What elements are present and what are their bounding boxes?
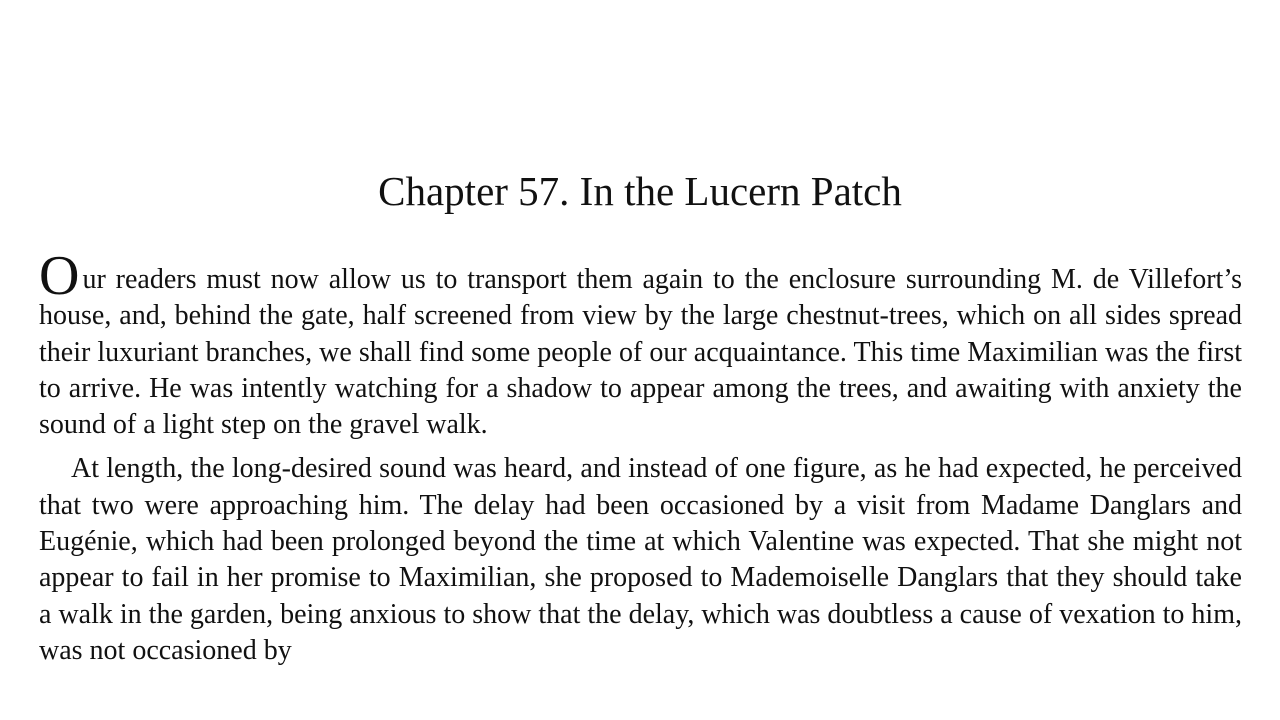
paragraph-2 xyxy=(39,451,1242,669)
drop-cap: O xyxy=(39,245,80,307)
paragraph-1 xyxy=(39,245,1242,443)
chapter-title: Chapter 57. In the Lucern Patch xyxy=(378,168,902,214)
chapter-body xyxy=(39,245,1242,669)
paragraph-1-text: ur readers must now allow us to transport them again to the enclosure surrounding M. de Villefort’s house, and, behind the gate, half screened from view by the large chestnut-trees, which on all sides spread their luxuriant branches, we shall find some people of our acquaintance. This time Maximilian was the first to arrive. He was intently watching for a shadow to appear among the trees, and awaiting with anxiety the sound of a light step on the gravel walk. xyxy=(39,264,1242,441)
paragraph-2-text: At length, the long-desired sound was heard, and instead of one figure, as he had expected, he perceived that two were approaching him. The delay had been occasioned by a visit from Madame Danglars and Eugénie, which had been prolonged beyond the time at which Valentine was expected. That she might not appear to fail in her promise to Maximilian, she proposed to Mademoiselle Danglars that they should take a walk in the garden, being anxious to show that the delay, which was doubtless a cause of vexation to him, was not occasioned by xyxy=(39,453,1242,666)
